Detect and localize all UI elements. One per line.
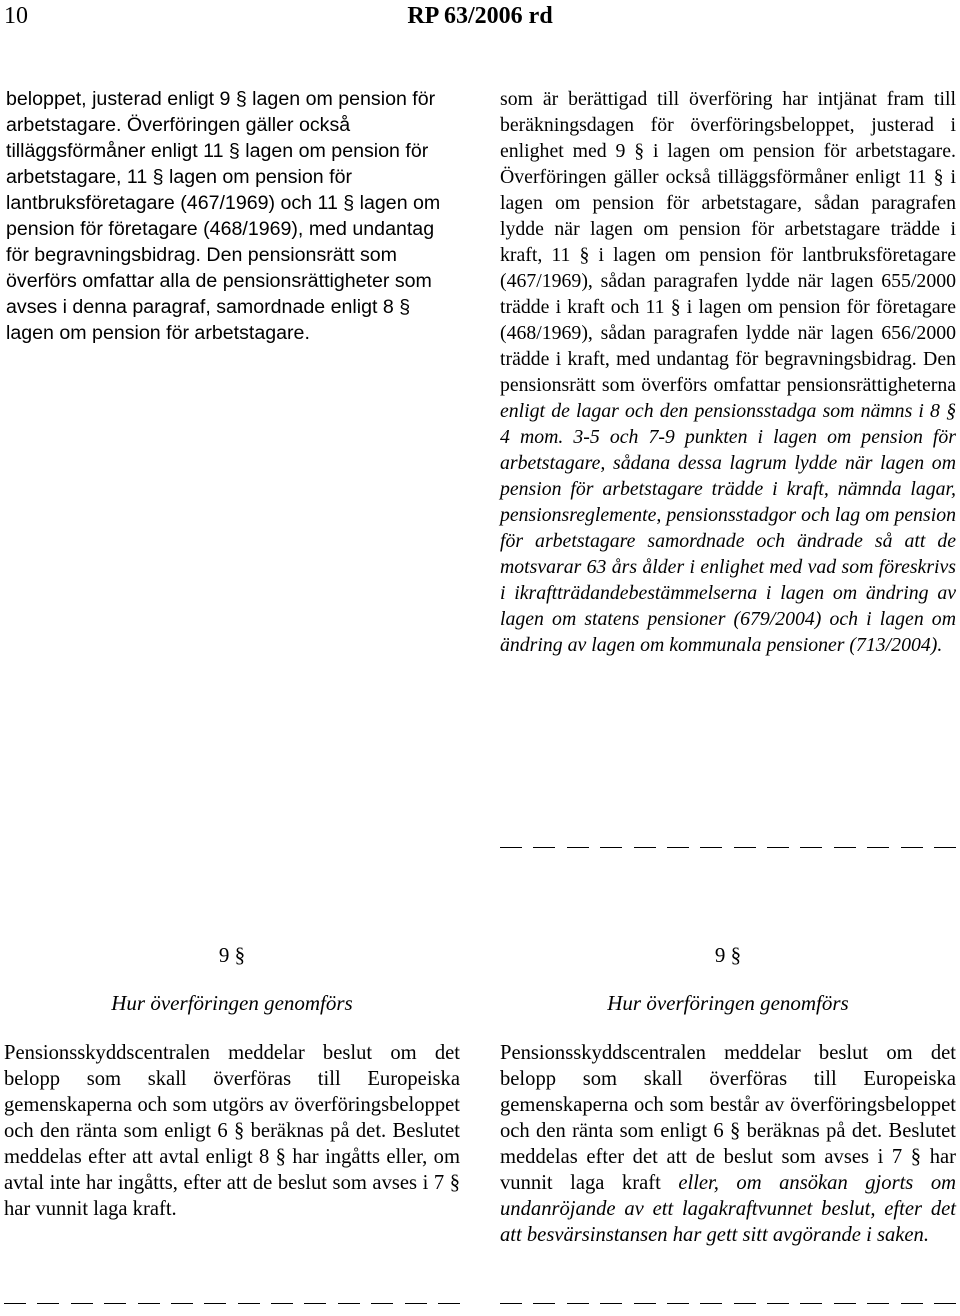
right-top-italic-text: enligt de lagar och den pensionsstadga som nämns i 8 § 4 mom. 3-5 och 7-9 punkten i lagen om pension för arbetstagare, sådana dessa lagrum lydde när lagen om pension för arbetstagare trädde i kraft, nämnda lagar, pensionsreglemente, pensionsstadgor och lag om pension för arbetstagare samordnade och ändrade så att de motsvarar 63 års ålder i enlighet med vad som föreskrivs i ikraftträdandebestämmelserna i lagen om ändring av lagen om statens pensioner (679/2004) och i lagen om ändring av lagen om kommunala pensioner (713/2004).: [500, 400, 956, 656]
right-top-dash-rule: [500, 844, 956, 850]
right-top-plain-text: som är berättigad till överföring har intjänat fram till beräkningsdagen för överföringsbeloppet, justerad i enlighet med 9 § i lagen om pension för arbetstagare. Överföringen gäller också tilläggsförmåner enligt 11 § i lagen om pension för arbetstagare, sådan paragrafen lydde när lagen om pension för arbetstagare trädde i kraft, 11 § i lagen om pension för lantbruksföretagare (467/1969), sådan paragrafen lydde när lagen 655/2000 trädde i kraft och 11 § i lagen om pension för företagare (468/1969), sådan paragrafen lydde när lagen 656/2000 trädde i kraft, med undantag för begravningsbidrag. Den pensionsrätt som överförs omfattar pensionsrättigheterna: [500, 88, 956, 396]
right-bottom-dash-rule: [500, 1300, 956, 1306]
left-column-top: [6, 86, 462, 346]
left-section-paragraph: Pensionsskyddscentralen meddelar beslut om det belopp som skall överföras till Europeiska gemenskaperna och som utgörs av överföringsbeloppet och den ränta som enligt 6 § beräknas på det. Beslutet meddelas efter att avtal enligt 8 § har ingåtts eller, om avtal inte har ingåtts, efter att de beslut som avses i 7 § har vunnit laga kraft.: [4, 1042, 460, 1220]
right-section-paragraph: [500, 1040, 956, 1248]
left-section-title: Hur överföringen genomförs: [111, 991, 353, 1015]
left-top-paragraph: beloppet, justerad enligt 9 § lagen om pension för arbetstagare. Överföringen gäller också tilläggsförmåner enligt 11 § lagen om pension för arbetstagare, 11 § lagen om pension för lantbruksföretagare (467/1969) och 11 § lagen om pension för företagare (468/1969), med undantag för begravningsbidrag. Den pensionsrätt som överförs omfattar alla de pensionsrättigheter som avses i denna paragraf, samordnade enligt 8 § lagen om pension för arbetstagare.: [6, 88, 441, 344]
right-section-italic-text: eller, om ansökan gjorts om undanröjande av ett lagakraftvunnet beslut, efter det att besvärsinstansen har gett sitt avgörande i saken.: [500, 1172, 956, 1246]
left-section-body: [4, 1040, 460, 1222]
running-head: RP 63/2006 rd: [407, 3, 553, 29]
right-section-title: Hur överföringen genomförs: [607, 991, 849, 1015]
left-bottom-dash-rule: [4, 1300, 460, 1306]
right-top-paragraph: [500, 86, 956, 658]
right-column-top: [500, 86, 956, 658]
right-section-heading: 9 §: [714, 943, 742, 967]
page-number: 10: [4, 3, 28, 29]
right-section-body: [500, 1040, 956, 1248]
left-section-heading: 9 §: [218, 943, 246, 967]
right-section-plain-text: Pensionsskyddscentralen meddelar beslut om det belopp som skall överföras till Europeiska gemenskaperna och som består av överföringsbeloppet och den ränta som enligt 6 § beräknas på det. Beslutet meddelas efter det att de beslut som avses i 7 § har vunnit laga kraft: [500, 1042, 956, 1194]
